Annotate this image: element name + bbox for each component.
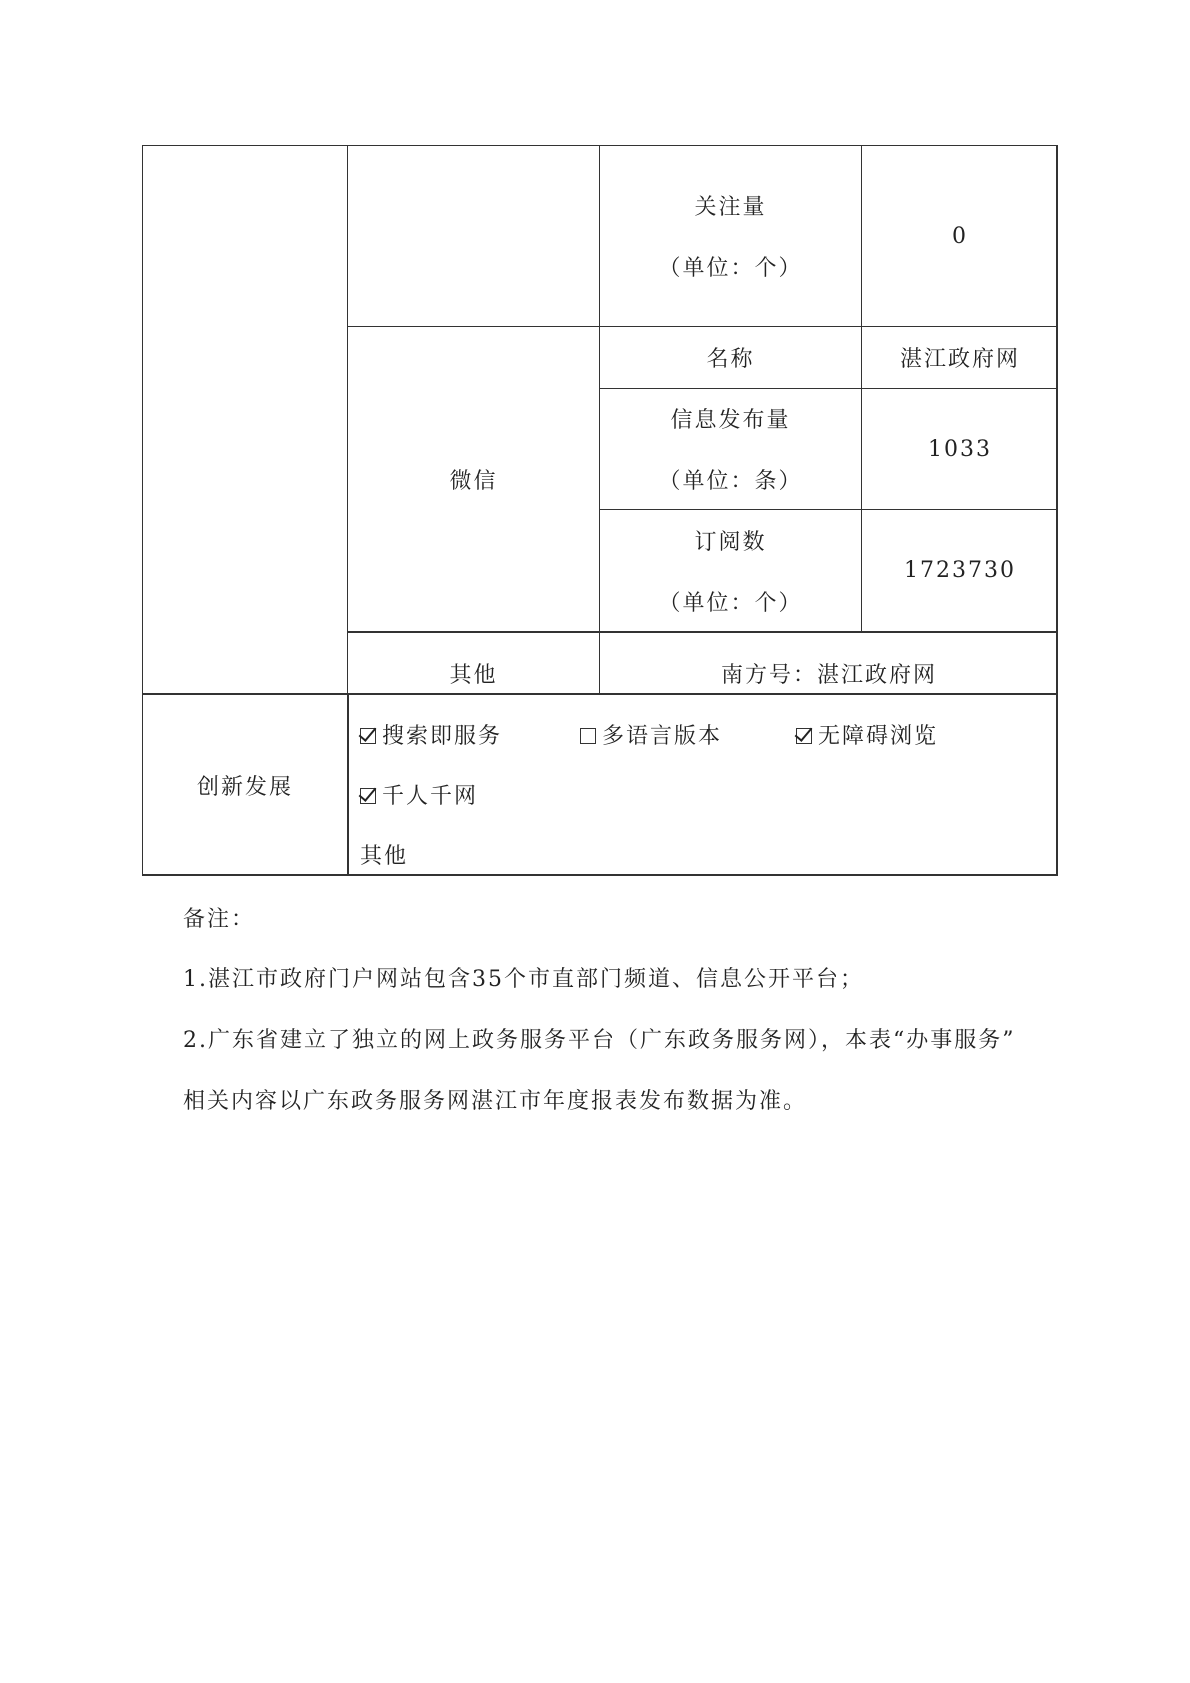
wechat-subs-label-cell	[599, 509, 861, 631]
notes-title: 备注：	[183, 907, 256, 932]
wechat-posts-unit: （单位：条）	[658, 469, 803, 494]
weibo-follow-label: 关注量	[694, 195, 767, 220]
wechat-subs-label: 订阅数	[694, 529, 767, 555]
other-label-cell	[347, 631, 599, 693]
notes-line-2: 2.广东省建立了独立的网上政务服务平台（广东政务服务网），本表“办事服务”	[183, 1028, 1016, 1053]
wechat-subs-value: 1723730	[904, 558, 1016, 583]
weibo-subcell-empty	[347, 145, 599, 326]
option-other-label: 其他	[360, 844, 409, 869]
checkbox-unchecked-icon	[580, 728, 596, 744]
checkbox-checked-icon	[796, 728, 812, 744]
checkbox-checked-icon	[360, 788, 376, 804]
wechat-posts-value: 1033	[928, 436, 992, 462]
notes-line-3: 相关内容以广东政务服务网湛江市年度报表发布数据为准。	[183, 1089, 808, 1114]
wechat-name-label: 名称	[706, 347, 755, 372]
option-label: 多语言版本	[602, 724, 723, 749]
innovation-label: 创新发展	[196, 774, 293, 800]
other-value: 南方号：湛江政府网	[720, 663, 937, 688]
other-label: 其他	[449, 663, 498, 688]
weibo-follow-value: 0	[952, 223, 968, 249]
category-cell-empty	[142, 145, 347, 693]
option-search-service	[360, 719, 502, 750]
wechat-label: 微信	[449, 468, 498, 494]
weibo-follow-label-cell	[599, 145, 861, 326]
wechat-posts-value-cell	[861, 388, 1058, 509]
option-accessibility	[796, 719, 938, 750]
option-multilingual	[580, 719, 722, 750]
option-label: 搜索即服务	[382, 724, 503, 749]
option-personalized	[360, 779, 478, 810]
wechat-name-label-cell	[599, 326, 861, 388]
option-label: 无障碍浏览	[818, 724, 939, 749]
wechat-subs-value-cell	[861, 509, 1058, 631]
wechat-name-value-cell	[861, 326, 1058, 388]
wechat-label-cell	[347, 326, 599, 631]
wechat-posts-label-cell	[599, 388, 861, 509]
innovation-label-cell	[142, 693, 347, 875]
notes-line-1: 1.湛江市政府门户网站包含35个市直部门频道、信息公开平台；	[183, 967, 864, 992]
wechat-name-value: 湛江政府网	[899, 347, 1020, 372]
weibo-follow-unit: （单位：个）	[658, 256, 803, 281]
option-other	[360, 839, 408, 870]
wechat-posts-label: 信息发布量	[670, 408, 791, 433]
option-label: 千人千网	[382, 784, 479, 809]
checkbox-checked-icon	[360, 728, 376, 744]
other-value-cell	[599, 631, 1058, 693]
weibo-follow-value-cell	[861, 145, 1058, 326]
wechat-subs-unit: （单位：个）	[658, 590, 803, 616]
